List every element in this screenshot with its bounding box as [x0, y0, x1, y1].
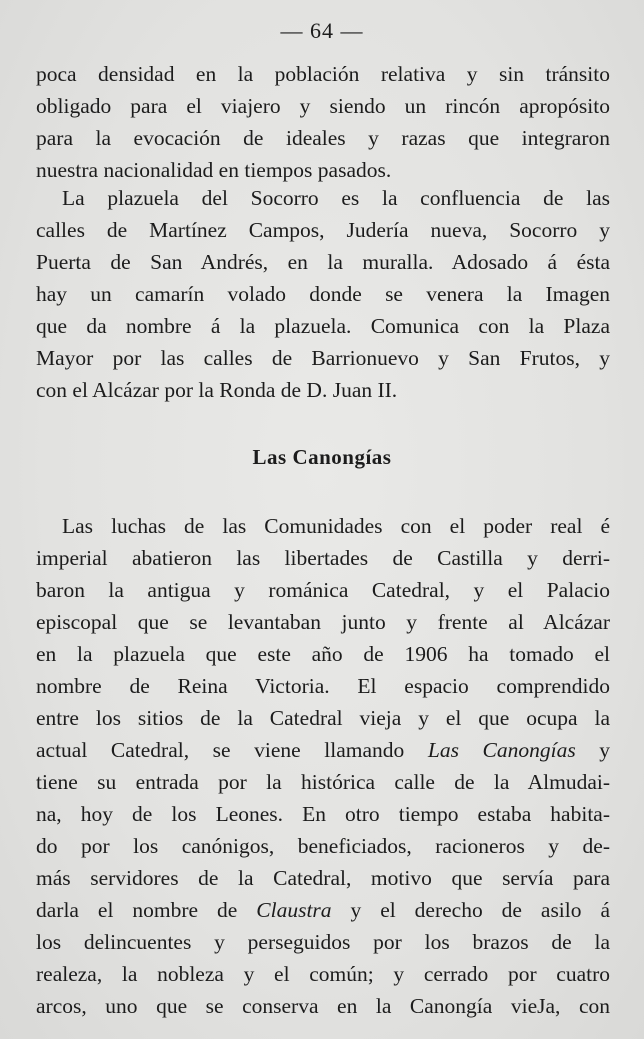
text-line: que da nombre á la plazuela. Comunica con la Plaza — [36, 314, 610, 338]
text-line: Mayor por las calles de Barrionuevo y San Frutos, y — [36, 346, 610, 370]
text-fragment: darla el nombre de — [36, 898, 257, 922]
text-line: realeza, la nobleza y el común; y cerrado por cuatro — [36, 962, 610, 986]
text-line: baron la antigua y románica Catedral, y el Palacio — [36, 578, 610, 602]
text-line: poca densidad en la población relativa y sin tránsito — [36, 62, 610, 86]
text-line: calles de Martínez Campos, Judería nueva, Socorro y — [36, 218, 610, 242]
italic-term: Las Canongías — [427, 738, 576, 762]
text-line: tiene su entrada por la histórica calle de la Almudai- — [36, 770, 610, 794]
italic-term: Claustra — [256, 898, 332, 922]
text-fragment: actual Catedral, se viene llamando — [36, 738, 428, 762]
text-line: La plazuela del Socorro es la confluencia de las — [62, 186, 610, 210]
text-line-with-italic — [36, 734, 610, 766]
text-line: en la plazuela que este año de 1906 ha tomado el — [36, 642, 610, 666]
text-line: episcopal que se levantaban junto y frente al Alcázar — [36, 610, 610, 634]
text-line: nuestra nacionalidad en tiempos pasados. — [36, 158, 392, 182]
text-line: entre los sitios de la Catedral vieja y el que ocupa la — [36, 706, 610, 730]
text-line: Las luchas de las Comunidades con el poder real é — [62, 514, 610, 538]
text-line: arcos, uno que se conserva en la Canongía vieJa, con — [36, 994, 610, 1018]
page-number: — 64 — — [280, 18, 364, 43]
paragraph-1 — [36, 58, 610, 186]
text-line: más servidores de la Catedral, motivo que servía para — [36, 866, 610, 890]
text-line: Puerta de San Andrés, en la muralla. Adosado á ésta — [36, 250, 610, 274]
text-line: hay un camarín volado donde se venera la Imagen — [36, 282, 610, 306]
text-line: obligado para el viajero y siendo un rincón apropósito — [36, 94, 610, 118]
paragraph-2 — [36, 182, 610, 406]
section-heading: Las Canongías — [252, 445, 392, 469]
text-fragment: y el derecho de asilo á — [331, 898, 610, 922]
text-line: do por los canónigos, beneficiados, racioneros y de- — [36, 834, 610, 858]
text-line: con el Alcázar por la Ronda de D. Juan II. — [36, 378, 398, 402]
text-line: nombre de Reina Victoria. El espacio comprendido — [36, 674, 610, 698]
text-line: na, hoy de los Leones. En otro tiempo estaba habita- — [36, 802, 610, 826]
text-line: para la evocación de ideales y razas que integraron — [36, 126, 610, 150]
paragraph-3 — [36, 510, 610, 1022]
text-line: los delincuentes y perseguidos por los brazos de la — [36, 930, 610, 954]
text-line-with-italic — [36, 894, 610, 926]
text-line: imperial abatieron las libertades de Castilla y derri- — [36, 546, 610, 570]
text-fragment: y — [575, 738, 610, 762]
